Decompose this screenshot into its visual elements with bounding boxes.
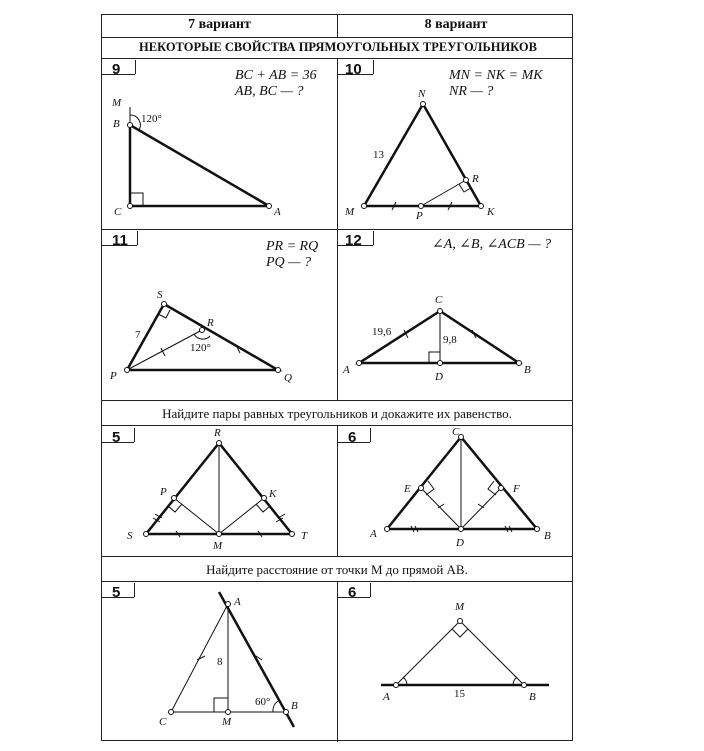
p11-condition-2: PQ — ? [266, 255, 312, 270]
s3p6-length-label: 15 [454, 688, 465, 700]
p11-diagram [109, 289, 292, 384]
problem-number-10: 10 [345, 61, 362, 78]
s3p6-label-B: B [529, 691, 536, 703]
s2p5-label-T: T [301, 530, 308, 542]
p9-label-M: M [112, 97, 122, 109]
s2p5-label-K: K [269, 488, 277, 500]
p11-label-R: R [207, 317, 214, 329]
s2p6-label-F: F [513, 483, 520, 495]
s2p6-label-D: D [456, 537, 464, 549]
p10-label-M: M [345, 206, 355, 218]
s2-p5-diagram [127, 427, 308, 552]
s3p5-label-C: C [159, 716, 167, 728]
p10-condition-1: MN = NK = MK [449, 68, 543, 83]
problem-number-6a: 6 [348, 429, 357, 446]
s2-p6-diagram [369, 426, 551, 549]
variant-8-header: 8 вариант [424, 17, 488, 32]
s3p5-angle-label: 60° [255, 696, 271, 708]
problem-number-5b: 5 [112, 584, 121, 601]
p12-label-B: B [524, 364, 531, 376]
p9-condition-1: BC + AB = 36 [235, 68, 317, 83]
s3p6-label-A: A [383, 691, 390, 703]
p10-side-label: 13 [373, 149, 384, 161]
p10-label-P: P [416, 210, 423, 222]
p12-diagram [342, 294, 531, 383]
s2p6-label-C: C [452, 426, 460, 438]
s2p6-label-A: A [370, 528, 377, 540]
variant-7-header: 7 вариант [188, 17, 251, 32]
s2p5-label-R: R [214, 427, 221, 439]
s2p6-label-B: B [544, 530, 551, 542]
p10-label-K: K [487, 206, 495, 218]
p11-side-label: 7 [135, 329, 141, 341]
p11-angle-label: 120° [190, 342, 211, 354]
p10-label-N: N [418, 88, 426, 100]
problem-number-5a: 5 [112, 429, 121, 446]
s2p5-label-S: S [127, 530, 133, 542]
p9-condition-2: AB, BC — ? [235, 84, 304, 99]
section-title: НЕКОТОРЫЕ СВОЙСТВА ПРЯМОУГОЛЬНЫХ ТРЕУГОЛЬНИКОВ [139, 40, 537, 54]
p12-height-label: 9,8 [443, 334, 457, 346]
p10-label-R: R [472, 173, 479, 185]
s3-p6-diagram [381, 601, 549, 703]
p12-label-C: C [435, 294, 443, 306]
section-3-title: Найдите расстояние от точки M до прямой AB. [206, 562, 468, 577]
p12-side-label: 19,6 [372, 326, 392, 338]
s3-p5-diagram [159, 592, 298, 728]
problem-number-11: 11 [112, 232, 128, 249]
p11-label-S: S [157, 289, 163, 301]
p10-condition-2: NR — ? [449, 84, 494, 99]
s2p6-label-E: E [404, 483, 411, 495]
p12-condition-1: ∠A, ∠B, ∠ACB — ? [432, 237, 552, 252]
s3p6-label-M: M [455, 601, 465, 613]
p9-angle-label: 120° [141, 113, 162, 125]
p9-label-B: B [113, 118, 120, 130]
p10-diagram [344, 88, 495, 222]
problem-number-6b: 6 [348, 584, 357, 601]
problem-number-12: 12 [345, 232, 362, 249]
p12-label-A: A [343, 364, 350, 376]
s3p5-label-M: M [222, 716, 232, 728]
s3p5-length-label: 8 [217, 656, 223, 668]
s3p5-label-B: B [291, 700, 298, 712]
p11-condition-1: PR = RQ [266, 239, 319, 254]
p11-label-Q: Q [284, 372, 292, 384]
p9-diagram [111, 97, 281, 218]
p12-label-D: D [435, 371, 443, 383]
p11-label-P: P [110, 370, 117, 382]
section-2-title: Найдите пары равных треугольников и докажите их равенство. [162, 406, 512, 421]
p9-label-A: A [274, 206, 281, 218]
s2p5-label-P: P [160, 486, 167, 498]
s3p5-label-A: A [234, 596, 241, 608]
s2p5-label-M: M [213, 540, 223, 552]
p9-label-C: C [114, 206, 122, 218]
problem-number-9: 9 [112, 61, 121, 78]
